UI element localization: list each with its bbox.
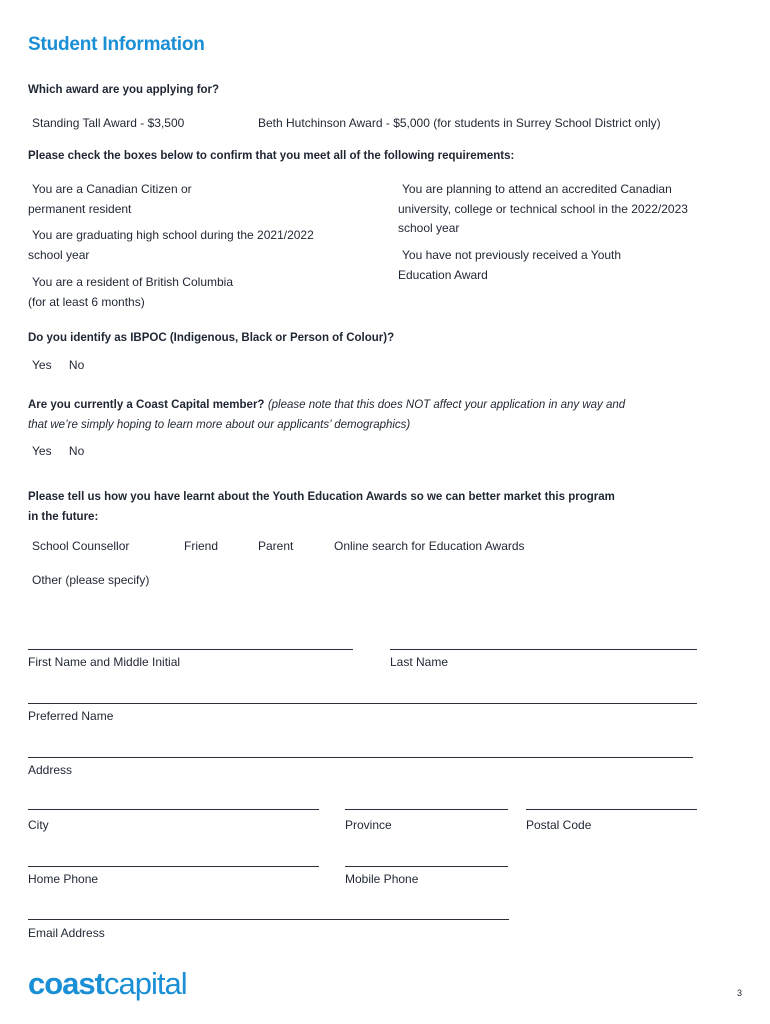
requirement-text: school year: [28, 247, 90, 262]
requirement-text: school year: [398, 221, 460, 235]
address-label: Address: [28, 763, 73, 777]
award-label: Standing Tall Award - $3,500: [32, 116, 185, 130]
requirement-resident[interactable]: [28, 273, 378, 312]
award-question: Which award are you applying for?: [28, 84, 220, 96]
member-no[interactable]: [65, 444, 84, 458]
section-title: Student Information: [28, 34, 205, 55]
source-friend[interactable]: [180, 537, 218, 557]
ibpoc-options: [28, 356, 84, 376]
source-label: Other (please specify): [32, 573, 150, 587]
address-field[interactable]: [28, 757, 693, 758]
award-option-beth-hutchinson[interactable]: [254, 114, 661, 134]
member-options: [28, 442, 84, 462]
last-name-label: Last Name: [390, 655, 449, 669]
email-field[interactable]: [28, 919, 509, 920]
requirement-text: You have not previously received a Youth: [402, 248, 622, 262]
member-question-block: [28, 395, 748, 435]
ibpoc-yes[interactable]: [28, 358, 52, 372]
province-label: Province: [345, 818, 392, 832]
source-parent[interactable]: [254, 537, 293, 557]
postal-code-field[interactable]: [526, 809, 697, 810]
requirement-text: You are a resident of British Columbia: [32, 275, 233, 289]
source-other[interactable]: [28, 571, 149, 591]
requirement-text: Education Award: [398, 267, 488, 282]
ibpoc-no[interactable]: [65, 358, 84, 372]
requirements-question: Please check the boxes below to confirm that you meet all of the following requirements:: [28, 150, 515, 162]
member-yes[interactable]: [28, 444, 52, 458]
requirement-text: permanent resident: [28, 201, 132, 216]
preferred-name-field[interactable]: [28, 703, 697, 704]
home-phone-label: Home Phone: [28, 872, 99, 886]
source-question-cont: in the future:: [28, 511, 99, 523]
no-label: No: [68, 444, 85, 458]
requirement-graduating[interactable]: [28, 226, 378, 265]
postal-code-label: Postal Code: [526, 818, 592, 832]
last-name-field[interactable]: [390, 649, 697, 650]
first-name-field[interactable]: [28, 649, 353, 650]
city-label: City: [28, 818, 49, 832]
requirement-text: (for at least 6 months): [28, 294, 145, 309]
home-phone-field[interactable]: [28, 866, 319, 867]
member-question: Are you currently a Coast Capital member?: [28, 399, 265, 411]
province-field[interactable]: [345, 809, 508, 810]
yes-label: Yes: [32, 444, 52, 458]
requirement-accredited-school[interactable]: [398, 180, 738, 239]
email-label: Email Address: [28, 926, 105, 940]
source-label: Parent: [258, 539, 294, 553]
yes-label: Yes: [32, 358, 52, 372]
requirement-text: You are graduating high school during the 2021/2022: [32, 228, 314, 242]
ibpoc-question: Do you identify as IBPOC (Indigenous, Black or Person of Colour)?: [28, 332, 395, 344]
source-question: Please tell us how you have learnt about the Youth Education Awards so we can better market this program: [28, 491, 615, 503]
mobile-phone-field[interactable]: [345, 866, 508, 867]
coast-capital-logo: [28, 966, 187, 1002]
source-label: Online search for Education Awards: [334, 539, 525, 553]
requirement-text: You are planning to attend an accredited Canadian: [402, 182, 672, 196]
page-number: 3: [736, 988, 742, 998]
city-field[interactable]: [28, 809, 319, 810]
mobile-phone-label: Mobile Phone: [345, 872, 419, 886]
first-name-label: First Name and Middle Initial: [28, 655, 181, 669]
no-label: No: [68, 358, 85, 372]
requirement-citizen[interactable]: [28, 180, 378, 219]
logo-bold-text: coast: [28, 966, 104, 1001]
requirement-text: university, college or technical school in the 2022/2023: [398, 201, 688, 216]
source-school-counsellor[interactable]: [28, 537, 129, 557]
source-label: School Counsellor: [32, 539, 130, 553]
member-note: (please note that this does NOT affect your application in any way and: [267, 399, 626, 411]
member-note: that we’re simply hoping to learn more about our applicants’ demographics): [28, 418, 411, 431]
requirement-text: You are a Canadian Citizen or: [32, 182, 192, 196]
preferred-name-label: Preferred Name: [28, 709, 114, 723]
award-label: Beth Hutchinson Award - $5,000 (for students in Surrey School District only): [258, 116, 661, 130]
award-option-standing-tall[interactable]: [28, 114, 184, 134]
source-label: Friend: [184, 539, 219, 553]
requirement-not-previously-received[interactable]: [398, 246, 738, 285]
source-online-search[interactable]: [330, 537, 525, 557]
logo-regular-text: capital: [103, 966, 187, 1001]
